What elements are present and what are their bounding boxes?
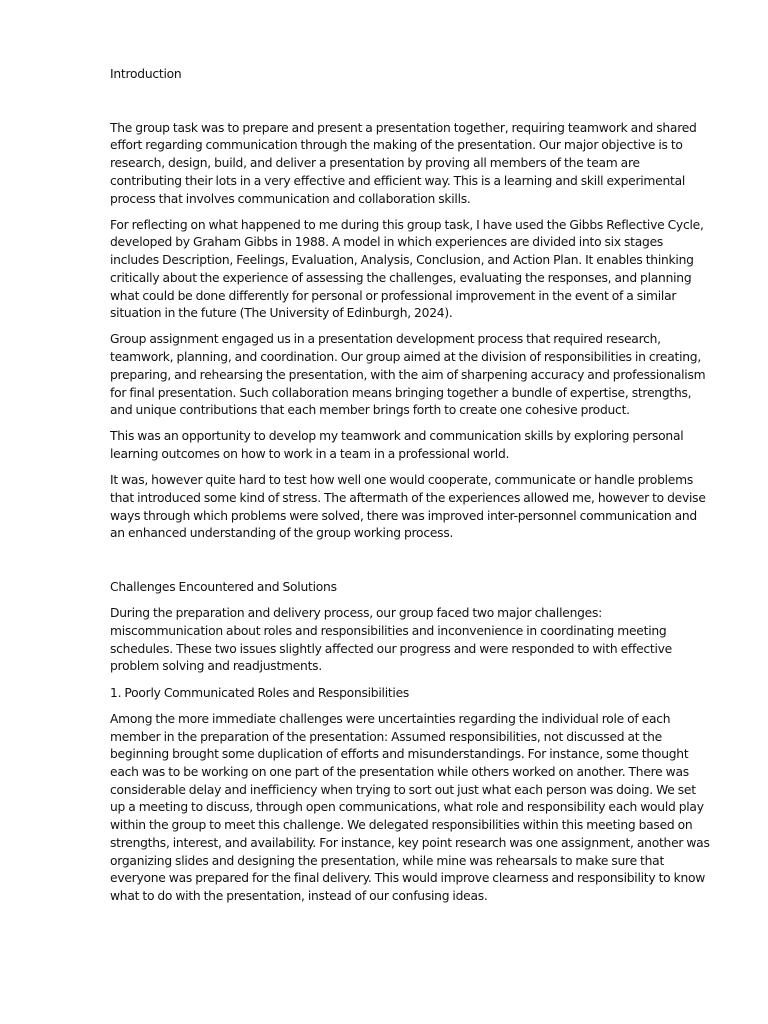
intro-paragraph-2: For reflecting on what happened to me during this group task, I have used the Gibbs Reflective Cycle, developed by Graham Gibbs in 1988. A model in which experiences are divided into six stages includes Description, Feelings, Evaluation, Analysis, Conclusion, and Action Plan. It enables thinking critically about the experience of assessing the challenges, evaluating the responses, and planning what could be done differently for personal or professional improvement in the event of a similar situation in the future (The University of Edinburgh, 2024). [110,217,704,321]
document-page [110,66,714,914]
roles-subheading: 1. Poorly Communicated Roles and Responsibilities [110,685,410,700]
roles-paragraph: Among the more immediate challenges were uncertainties regarding the individual role of each member in the preparation of the presentation: Assumed responsibilities, not discussed at the beginning brought some duplication of efforts and misunderstandings. For instance, some thought each was to be working on one part of the presentation while others worked on another. There was considerable delay and inefficiency when trying to sort out just what each person was doing. We set up a meeting to discuss, through open communications, what role and responsibility each would play within the group to meet this challenge. We delegated responsibilities within this meeting based on strengths, interest, and availability. For instance, key point research was one assignment, another was organizing slides and designing the presentation, while mine was rehearsals to make sure that everyone was prepared for the final delivery. This would improve clearness and responsibility to know what to do with the presentation, instead of our confusing ideas. [110,711,710,903]
intro-paragraph-5: It was, however quite hard to test how well one would cooperate, communicate or handle problems that introduced some kind of stress. The aftermath of the experiences allowed me, however to devise ways through which problems were solved, there was improved inter-personnel communication and an enhanced understanding of the group working process. [110,473,706,541]
intro-paragraph-3: Group assignment engaged us in a presentation development process that required research, teamwork, planning, and coordination. Our group aimed at the division of responsibilities in creating, preparing, and rehearsing the presentation, with the aim of sharpening accuracy and professionalism for final presentation. Such collaboration means bringing together a bundle of expertise, strengths, and unique contributions that each member brings forth to create one cohesive product. [110,332,706,418]
intro-paragraph-1: The group task was to prepare and present a presentation together, requiring teamwork and shared effort regarding communication through the making of the presentation. Our major objective is to research, design, build, and deliver a presentation by proving all members of the team are contributing their lots in a very effective and efficient way. This is a learning and skill experimental process that involves communication and collaboration skills. [110,120,697,206]
challenges-paragraph: During the preparation and delivery process, our group faced two major challenges: miscommunication about roles and responsibilities and inconvenience in coordinating meeting schedules. These two issues slightly affected our progress and were responded to with effective problem solving and readjustments. [110,606,672,674]
challenges-heading: Challenges Encountered and Solutions [110,580,337,595]
introduction-heading: Introduction [110,67,182,81]
intro-paragraph-4: This was an opportunity to develop my teamwork and communication skills by exploring personal learning outcomes on how to work in a team in a professional world. [110,429,684,462]
